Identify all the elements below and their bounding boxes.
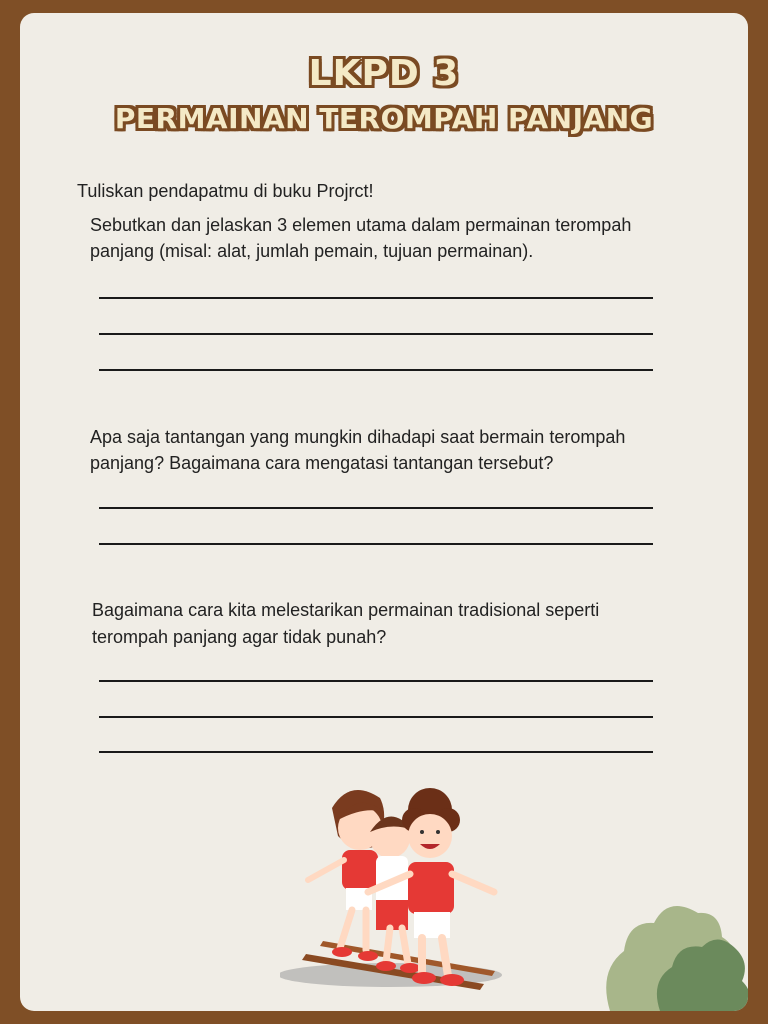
page-title: LKPD 3	[308, 53, 460, 94]
bush-decoration	[600, 881, 748, 1011]
instruction-text: Tuliskan pendapatmu di buku Projrct!	[77, 181, 374, 201]
answer-line	[99, 751, 653, 753]
answer-line	[99, 716, 653, 718]
worksheet-page	[20, 13, 748, 1011]
question-1-line-2: panjang (misal: alat, jumlah pemain, tujuan permainan).	[90, 241, 534, 261]
answer-line	[99, 680, 653, 682]
question-1-line-1: Sebutkan dan jelaskan 3 elemen utama dalam permainan terompah	[90, 215, 632, 235]
answer-line	[99, 297, 653, 299]
answer-line	[99, 543, 653, 545]
answer-line	[99, 333, 653, 335]
question-3-line-2: terompah panjang agar tidak punah?	[92, 627, 387, 647]
answer-line	[99, 369, 653, 371]
children-terompah-illustration	[280, 768, 510, 998]
question-2-line-1: Apa saja tantangan yang mungkin dihadapi saat bermain terompah	[90, 427, 626, 447]
answer-line	[99, 507, 653, 509]
question-3-line-1: Bagaimana cara kita melestarikan permainan tradisional seperti	[92, 600, 600, 620]
question-2-line-2: panjang? Bagaimana cara mengatasi tantangan tersebut?	[90, 453, 554, 473]
page-subtitle: PERMAINAN TEROMPAH PANJANG	[114, 102, 654, 135]
